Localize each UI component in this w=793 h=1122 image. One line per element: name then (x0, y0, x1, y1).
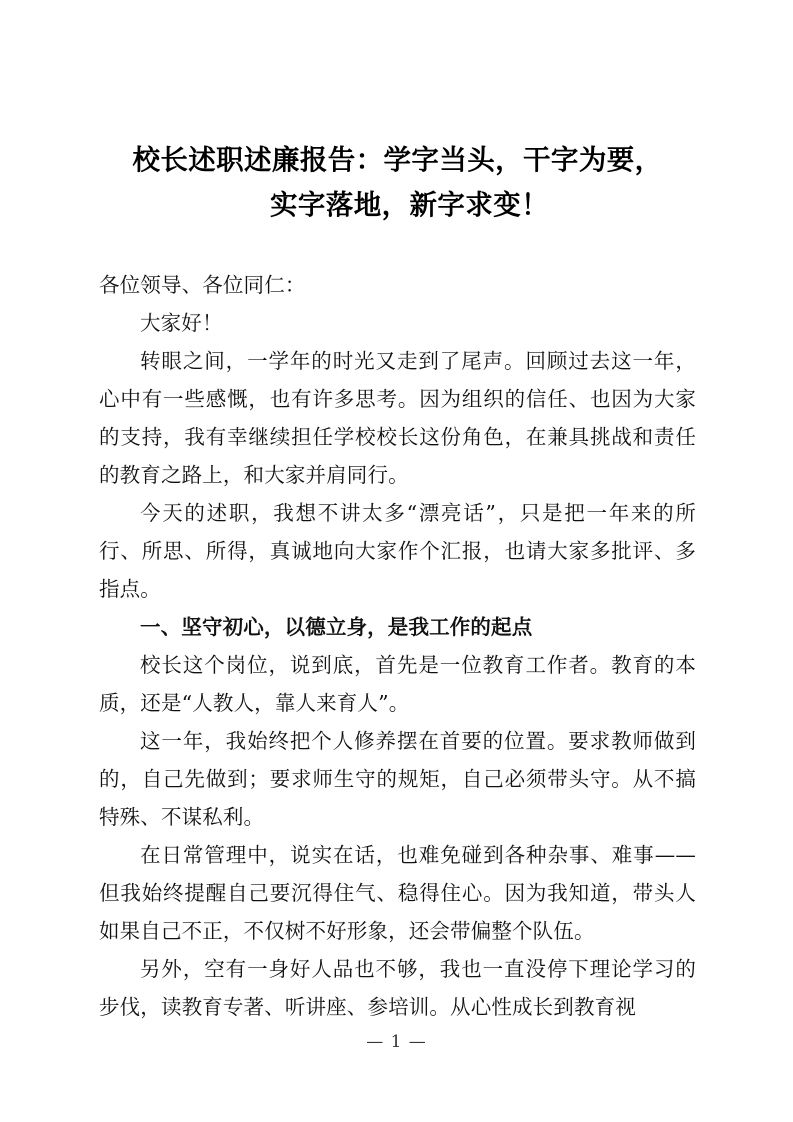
paragraph-s1-p3: 在日常管理中，说实在话，也难免碰到各种杂事、难事——但我始终提醒自己要沉得住气、稳得住心。因为我知道，带头人如果自己不正，不仅树不好形象，还会带偏整个队伍。 (99, 843, 696, 943)
document-body (99, 266, 696, 1026)
page-number: — 1 — (366, 1032, 427, 1052)
section-heading-1: 一、坚守初心，以德立身，是我工作的起点 (140, 615, 533, 639)
paragraph-s1-p4: 另外，空有一身好人品也不够，我也一直没停下理论学习的步伐，读教育专著、听讲座、参培训。从心性成长到教育视 (99, 957, 696, 1019)
paragraph-s1-p1: 校长这个岗位，说到底，首先是一位教育工作者。教育的本质，还是“人教人，靠人来育人”。 (99, 653, 696, 715)
page-content (99, 0, 696, 1026)
paragraph-salutation: 各位领导、各位同仁： (99, 273, 306, 297)
page-title (99, 0, 696, 228)
paragraph-intent: 今天的述职，我想不讲太多“漂亮话”，只是把一年来的所行、所思、所得，真诚地向大家作个汇报，也请大家多批评、多指点。 (99, 501, 696, 601)
page-title-line-2: 实字落地，新字求变！ (270, 189, 549, 221)
page-title-line-1: 校长述职述廉报告：学字当头，干字为要， (132, 144, 663, 176)
paragraph-s1-p2: 这一年，我始终把个人修养摆在首要的位置。要求教师做到的，自己先做到；要求师生守的规矩，自己必须带头守。从不搞特殊、不谋私利。 (99, 729, 696, 829)
paragraph-opening: 转眼之间，一学年的时光又走到了尾声。回顾过去这一年，心中有一些感慨，也有许多思考。因为组织的信任、也因为大家的支持，我有幸继续担任学校校长这份角色，在兼具挑战和责任的教育之路上，和大家并肩同行。 (99, 349, 696, 487)
paragraph-greeting: 大家好！ (140, 311, 223, 335)
